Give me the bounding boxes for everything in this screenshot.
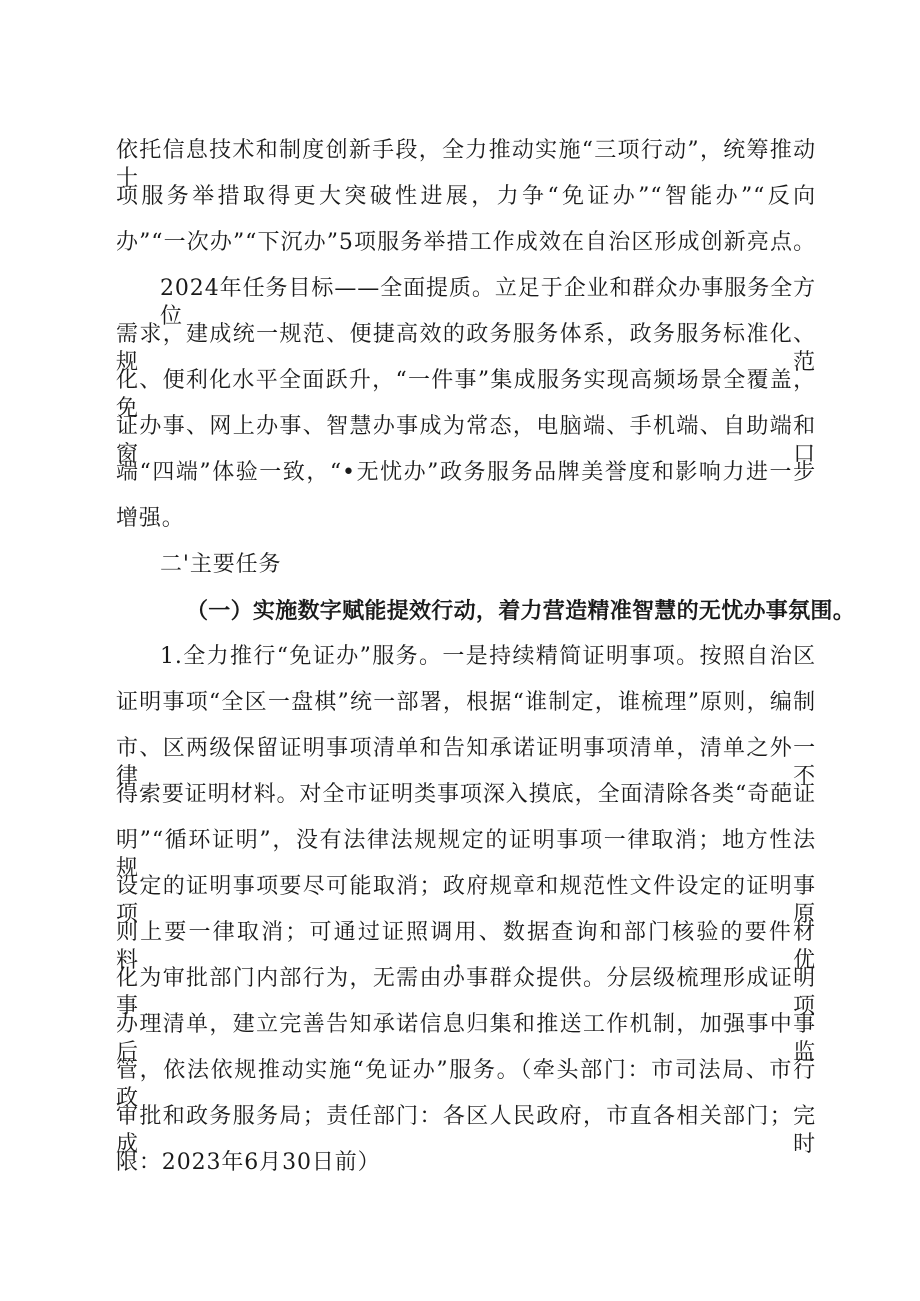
paragraph-3-line-10: 管，依法依规推动实施“免证办”服务。（牵头部门：市司法局、市行政 [116, 1058, 816, 1111]
paragraph-2-line-1: 2024年任务目标——全面提质。立足于企业和群众办事服务全方位 [160, 276, 816, 329]
paragraph-3-line-2: 证明事项“全区一盘棋”统一部署，根据“谁制定，谁梳理”原则，编制 [116, 690, 816, 715]
paragraph-2-line-6: 增强。 [116, 506, 185, 531]
paragraph-3-line-4: 得索要证明材料。对全市证明类事项深入摸底，全面清除各类“奇葩证 [116, 782, 816, 807]
paragraph-1-line-2: 项服务举措取得更大突破性进展，力争“免证办”“智能办”“反向 [116, 184, 816, 209]
paragraph-1-line-3: 办”“一次办”“下沉办”5项服务举措工作成效在自治区形成创新亮点。 [116, 230, 816, 255]
paragraph-2-line-3: 化、便利化水平全面跃升，“一件事”集成服务实现高频场景全覆盖，免 [116, 368, 816, 421]
paragraph-3-line-8: 化为审批部门内部行为，无需由办事群众提供。分层级梳理形成证明事项 [116, 966, 816, 1019]
paragraph-2-line-5: 端“四端”体验一致，“•无忧办”政务服务品牌美誉度和影响力进一步 [116, 460, 816, 485]
paragraph-3-line-7: 则上要一律取消；可通过证照调用、数据查询和部门核验的要件材料，优 [116, 920, 816, 973]
paragraph-2-line-4: 证办事、网上办事、智慧办事成为常态，电脑端、手机端、自助端和窗口 [116, 414, 816, 467]
paragraph-3-line-11: 审批和政务服务局；责任部门：各区人民政府，市直各相关部门；完成时 [116, 1104, 816, 1157]
paragraph-1-line-1: 依托信息技术和制度创新手段，全力推动实施“三项行动”，统筹推动十 [116, 138, 816, 191]
paragraph-3-line-5: 明”“循环证明”，没有法律法规规定的证明事项一律取消；地方性法规 [116, 828, 816, 881]
section-heading: 二'主要任务 [160, 552, 282, 577]
subsection-heading: （一）实施数字赋能提效行动，着力营造精准智慧的无忧办事氛围。 [186, 598, 856, 624]
paragraph-3-line-1: 1.全力推行“免证办”服务。一是持续精简证明事项。按照自治区 [160, 644, 816, 669]
paragraph-2-line-2: 需求，建成统一规范、便捷高效的政务服务体系，政务服务标准化、规范 [116, 322, 816, 375]
paragraph-3-line-12: 限：2023年6月30日前） [116, 1150, 381, 1175]
paragraph-3-line-3: 市、区两级保留证明事项清单和告知承诺证明事项清单，清单之外一律不 [116, 736, 816, 789]
paragraph-3-line-6: 设定的证明事项要尽可能取消；政府规章和规范性文件设定的证明事项原 [116, 874, 816, 927]
paragraph-3-line-9: 办理清单，建立完善告知承诺信息归集和推送工作机制，加强事中事后监 [116, 1012, 816, 1065]
